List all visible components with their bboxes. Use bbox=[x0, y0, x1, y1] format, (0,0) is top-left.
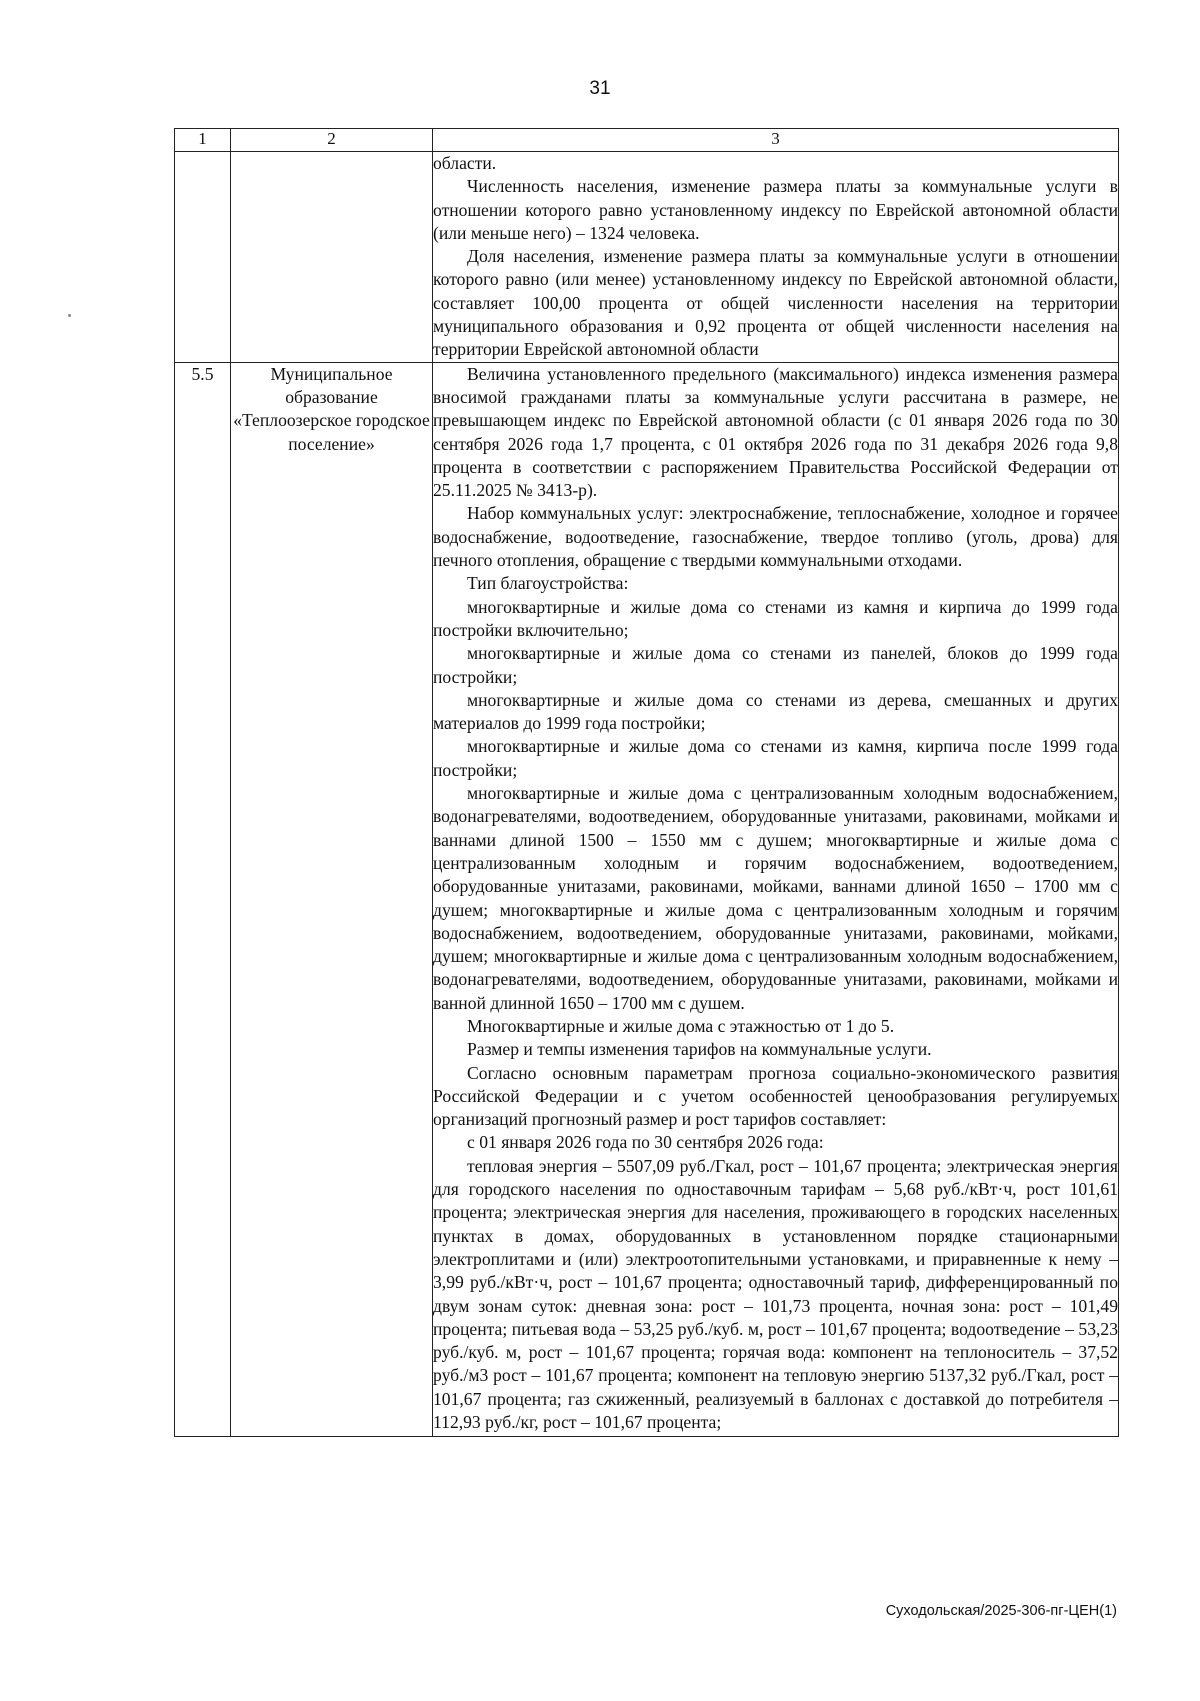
municipality-name-cell: Муниципальное образование «Теплоозерское городское поселение» bbox=[231, 362, 433, 1437]
scan-speck bbox=[68, 314, 71, 317]
paragraph: Многоквартирные и жилые дома с этажностью от 1 до 5. bbox=[467, 1015, 895, 1036]
paragraph: Доля населения, изменение размера платы за коммунальные услуги в отношении которого равно (или менее) установленному индексу по Еврейской автономной области, составляет 100,00 процента от общей численности населения на территории муниципального образования и 0,92 процента от общей численности населения на территории Еврейской автономной области bbox=[433, 246, 1118, 360]
paragraph: Численность населения, изменение размера платы за коммунальные услуги в отношении которого равно установленному индексу по Еврейской автономной области (или меньше него) – 1324 человека. bbox=[433, 176, 1118, 243]
paragraph: Размер и темпы изменения тарифов на коммунальные услуги. bbox=[467, 1039, 932, 1060]
paragraph: с 01 января 2026 года по 30 сентября 2026 года: bbox=[467, 1132, 824, 1153]
row-text-cell bbox=[433, 362, 1119, 1437]
row-text-cell bbox=[433, 152, 1119, 363]
paragraph: многоквартирные и жилые дома со стенами из камня и кирпича до 1999 года постройки включительно; bbox=[433, 596, 1118, 640]
paragraph: области. bbox=[433, 153, 497, 173]
paragraph: Согласно основным параметрам прогноза социально-экономического развития Российской Федерации и с учетом особенностей ценообразования регулируемых организаций прогнозный размер и рост тарифов составляет: bbox=[433, 1062, 1118, 1130]
tariff-table bbox=[174, 128, 1119, 1437]
row-number-cell: 5.5 bbox=[175, 362, 231, 1437]
paragraph: Величина установленного предельного (максимального) индекса изменения размера вносимой гражданами платы за коммунальные услуги рассчитана в размере, не превышающем индекс по Еврейской автономной области (с 01 января 2026 года по 30 сентября 2026 года 1,7 процента, с 01 октября 2026 года по 31 декабря 2026 года 9,8 процента в соответствии с распоряжением Правительства Российской Федерации от 25.11.2025 № 3413-р). bbox=[433, 363, 1118, 501]
paragraph: тепловая энергия – 5507,09 руб./Гкал, рост – 101,67 процента; электрическая энергия для городского населения по одноставочным тарифам – 5,68 руб./кВт·ч, рост 101,61 процента; электрическая энергия для населения, проживающего в городских населенных пунктах в домах, оборудованных в установленном порядке стационарными электроплитами и (или) электроотопительными установками, и приравненные к нему – 3,99 руб./кВт·ч, рост – 101,67 процента; одноставочный тариф, дифференцированный по двум зонам суток: дневная зона: рост – 101,73 процента, ночная зона: рост – 101,49 процента; питьевая вода – 53,25 руб./куб. м, рост – 101,67 процента; водоотведение – 53,23 руб./куб. м, рост – 101,67 процента; горячая вода: компонент на теплоноситель – 37,52 руб./м3 рост – 101,67 процента; компонент на тепловую энергию 5137,32 руб./Гкал, рост – 101,67 процента; газ сжиженный, реализуемый в баллонах с доставкой до потребителя – 112,93 руб./кг, рост – 101,67 процента; bbox=[433, 1155, 1118, 1433]
table-row-continuation bbox=[175, 152, 1119, 363]
column-header-3: 3 bbox=[433, 129, 1119, 152]
page-number: 31 bbox=[589, 78, 611, 99]
paragraph: многоквартирные и жилые дома с централизованным холодным водоснабжением, водонагревателями, водоотведением, оборудованные унитазами, раковинами, мойками и ваннами длиной 1500 – 1550 мм с душем; многоквартирные и жилые дома с централизованным холодным и горячим водоснабжением, водоотведением, оборудованные унитазами, раковинами, мойками, ваннами длиной 1650 – 1700 мм с душем; многоквартирные и жилые дома с централизованным холодным и горячим водоснабжением, водоотведением, оборудованные унитазами, раковинами, мойками, душем; многоквартирные и жилые дома с централизованным холодным водоснабжением, водонагревателями, водоотведением, оборудованные унитазами, раковинами, мойками и ванной длинной 1650 – 1700 мм с душем. bbox=[433, 783, 1118, 1013]
table-header-row bbox=[175, 129, 1119, 152]
paragraph: многоквартирные и жилые дома со стенами из панелей, блоков до 1999 года постройки; bbox=[433, 643, 1118, 687]
column-header-2: 2 bbox=[231, 129, 433, 152]
paragraph: многоквартирные и жилые дома со стенами из камня, кирпича после 1999 года постройки; bbox=[433, 736, 1118, 780]
row-name-cell bbox=[231, 152, 433, 363]
column-header-1: 1 bbox=[175, 129, 231, 152]
paragraph: Набор коммунальных услуг: электроснабжение, теплоснабжение, холодное и горячее водоснабжение, водоотведение, газоснабжение, твердое топливо (уголь, дрова) для печного отопления, обращение с твердыми коммунальными отходами. bbox=[433, 503, 1118, 571]
row-number-cell bbox=[175, 152, 231, 363]
document-code-footer: Суходольская/2025-306-пг-ЦЕН(1) bbox=[885, 1603, 1117, 1619]
paragraph: многоквартирные и жилые дома со стенами из дерева, смешанных и других материалов до 1999 года постройки; bbox=[433, 689, 1118, 734]
paragraph: Тип благоустройства: bbox=[467, 573, 629, 594]
table-row-5-5 bbox=[175, 362, 1119, 1437]
